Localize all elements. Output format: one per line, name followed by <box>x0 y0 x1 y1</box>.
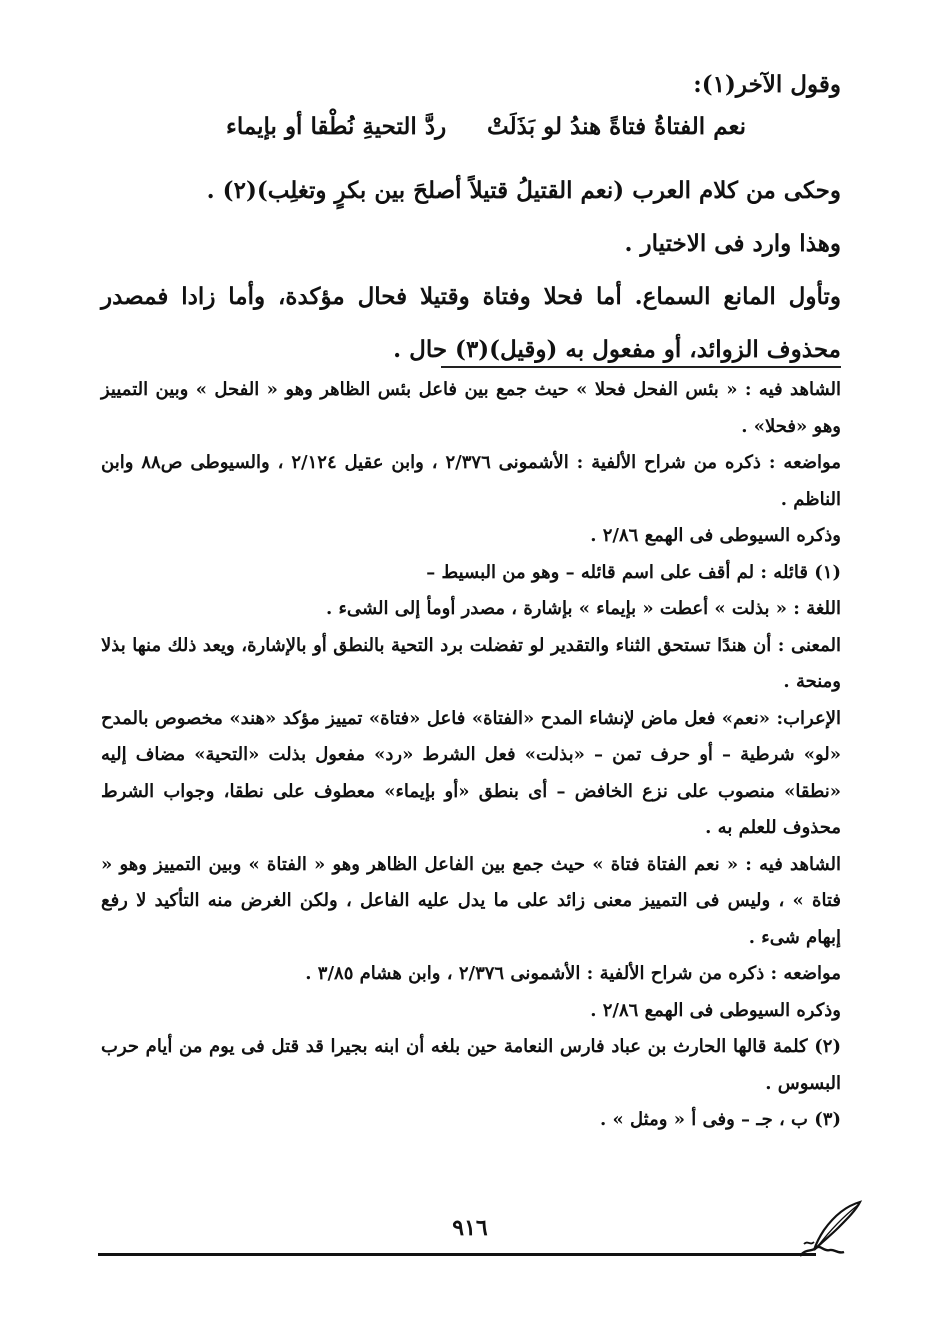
page-number: ٩١٦ <box>452 1215 488 1241</box>
footnote-line: مواضعه : ذكره من شراح الألفية : الأشمونى ٢/٣٧٦ ، وابن عقيل ٢/١٢٤ ، والسيوطى ص٨٨ وابن الناظم . <box>101 452 841 510</box>
poem-verse <box>226 107 746 147</box>
footnotes <box>101 372 841 1139</box>
footnote-line: وذكره السيوطى فى الهمع ٢/٨٦ . <box>590 525 841 546</box>
footnote-line: (٢) كلمة قالها الحارث بن عباد فارس النعامة حين بلغه أن ابنه بجيرا قد قتل فى يوم من أيام حرب البسوس . <box>101 1036 841 1094</box>
footnote-line: المعنى : أن هندًا تستحق الثناء والتقدير لو تفضلت برد التحية بالنطق أو بالإشارة، ويعد ذلك منها بذلا ومنحة . <box>101 634 841 692</box>
footnote-line: (١) قائله : لم أقف على اسم قائله – وهو من البسيط – <box>426 561 841 583</box>
poem-second-hemistich: ردَّ التحيةِ نُطْقا أو بإيماء <box>226 113 447 140</box>
intro-line: وقول الآخر(١): <box>693 71 841 98</box>
poem-first-hemistich: نعم الفتاةُ فتاةً هندُ لو بَذَلَتْ <box>487 113 746 140</box>
quill-icon <box>796 1196 866 1266</box>
footnote-line: الشاهد فيه : « بئس الفحل فحلا » حيث جمع بين فاعل بئس الظاهر وهو « الفحل » وبين التمييز وهو «فحلا» . <box>101 379 841 437</box>
footnote-line: وذكره السيوطى فى الهمع ٢/٨٦ . <box>590 999 841 1021</box>
paragraph: وتأول المانع السماع. أما فحلا وفتاة وقتيلا فحال مؤكدة، وأما زادا فمصدر محذوف الزوائد، أو مفعول به (وقيل)(٣) حال . <box>101 283 841 363</box>
footnote-divider <box>441 366 841 368</box>
main-text <box>101 58 841 376</box>
footnote-line: الإعراب: «نعم» فعل ماض لإنشاء المدح «الفتاة» فاعل «فتاة» تمييز مؤكد «هند» مخصوص بالمدح «لو» شرطية – أو حرف تمن – «بذلت» فعل الشرط «رد» مفعول بذلت «التحية» مضاف إليه «نطقا» منصوب على نزع الخافض – أى بنطق «أو بإيماء» معطوف على نطقا، وجواب الشرط محذوف للعلم به . <box>101 707 841 838</box>
paragraph: وهذا وارد فى الاختيار . <box>624 230 841 257</box>
footer-rule <box>98 1253 816 1256</box>
footnote-line: مواضعه : ذكره من شراح الألفية : الأشمونى ٢/٣٧٦ ، وابن هشام ٣/٨٥ . <box>305 963 841 984</box>
paragraph: وحكى من كلام العرب (نعم القتيلُ قتيلاً أصلحَ بين بكرٍ وتغلِب)(٢) . <box>206 177 841 204</box>
footnote-line: الشاهد فيه : « نعم الفتاة فتاة » حيث جمع بين الفاعل الظاهر وهو « الفتاة » وبين التمييز وهو « فتاة » ، وليس فى التمييز معنى زائد على ما يدل عليه الفاعل ، ولكن الغرض منه التأكيد لا رفع إبهام شىء . <box>101 853 841 948</box>
footnote-line: اللغة : « بذلت » أعطت « بإيماء » بإشارة ، مصدر أومأ إلى الشىء . <box>325 598 841 619</box>
footnote-line: (٣) ب ، جـ – وفى أ « ومثل » . <box>599 1109 841 1130</box>
